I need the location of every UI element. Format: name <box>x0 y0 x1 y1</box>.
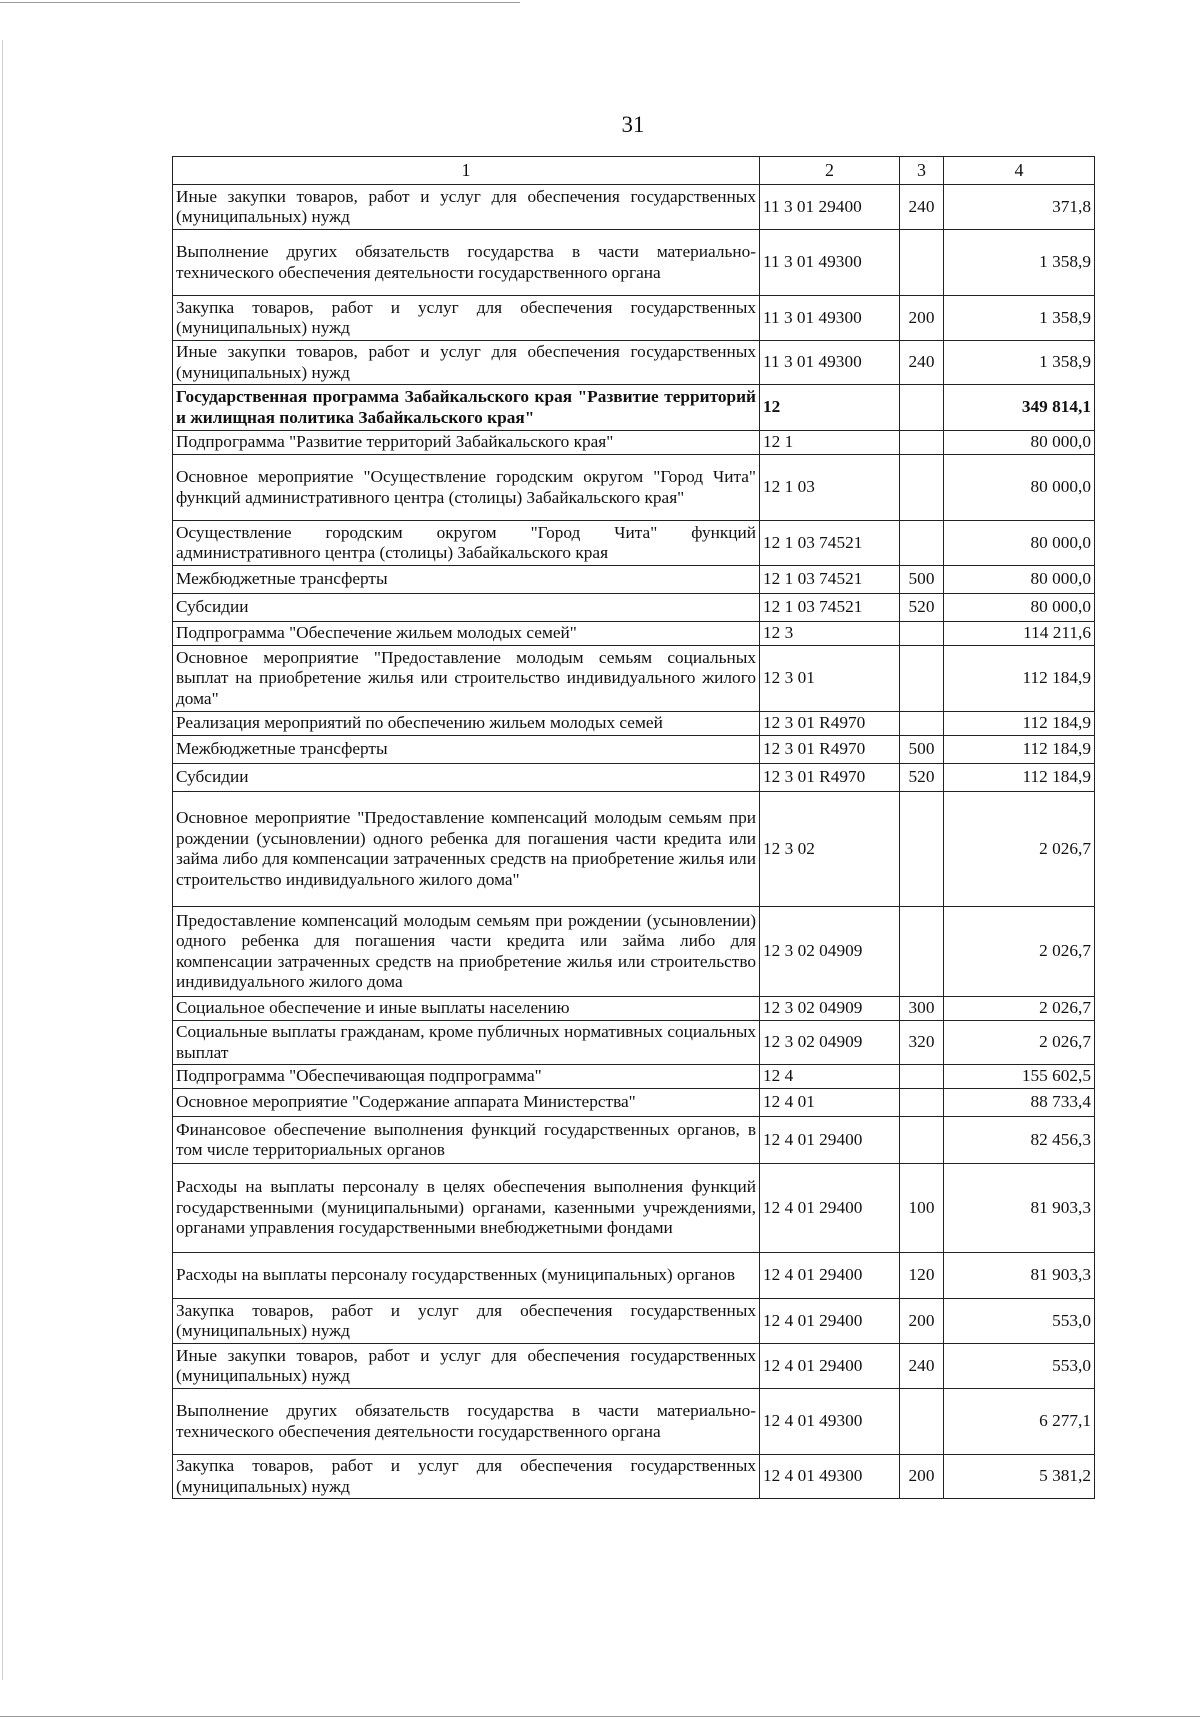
row-type-cell: 200 <box>900 296 944 341</box>
page-number: 31 <box>621 112 645 137</box>
row-name-cell: Иные закупки товаров, работ и услуг для обеспечения государственных (муниципальных) нужд <box>173 1344 760 1389</box>
row-type-cell <box>900 622 944 646</box>
row-code-cell: 11 3 01 29400 <box>760 185 900 230</box>
row-name-cell: Основное мероприятие "Предоставление компенсаций молодым семьям при рождении (усыновлении) одного ребенка для погашения части кредита или займа либо для компенсации затраченных средств на приобретение жилья или строительство индивидуального жилого дома" <box>173 792 760 907</box>
row-type-cell <box>900 792 944 907</box>
row-amount-cell: 80 000,0 <box>944 455 1095 521</box>
table-row <box>173 907 1095 997</box>
row-name-cell: Предоставление компенсаций молодым семьям при рождении (усыновлении) одного ребенка для погашения части кредита или займа либо для компенсации затраченных средств на приобретение жилья или строительство индивидуального жилого дома <box>173 907 760 997</box>
table-row <box>173 341 1095 385</box>
row-name-cell: Межбюджетные трансферты <box>173 736 760 764</box>
table-row <box>173 1389 1095 1455</box>
table-row <box>173 1299 1095 1344</box>
row-type-cell: 240 <box>900 341 944 385</box>
row-name-cell: Расходы на выплаты персоналу в целях обеспечения выполнения функций государственными (муниципальными) органами, казенными учреждениями, органами управления государственными внебюджетными фондами <box>173 1164 760 1253</box>
table-header-row <box>173 157 1095 185</box>
row-amount-cell: 82 456,3 <box>944 1117 1095 1164</box>
row-name-cell: Реализация мероприятий по обеспечению жильем молодых семей <box>173 712 760 736</box>
row-code-cell: 12 4 01 29400 <box>760 1164 900 1253</box>
row-type-cell <box>900 1065 944 1089</box>
row-name-cell: Субсидии <box>173 594 760 622</box>
row-amount-cell: 2 026,7 <box>944 1021 1095 1065</box>
row-code-cell: 11 3 01 49300 <box>760 230 900 296</box>
table-row <box>173 736 1095 764</box>
row-code-cell: 12 3 01 R4970 <box>760 712 900 736</box>
scan-edge-left <box>2 40 3 1680</box>
row-name-cell: Выполнение других обязательств государства в части материально-технического обеспечения деятельности государственного органа <box>173 230 760 296</box>
table-row <box>173 566 1095 594</box>
table-row <box>173 431 1095 455</box>
row-type-cell <box>900 521 944 566</box>
table-row <box>173 1117 1095 1164</box>
table-row <box>173 1089 1095 1117</box>
row-name-cell: Подпрограмма "Обеспечивающая подпрограмма" <box>173 1065 760 1089</box>
table-row <box>173 712 1095 736</box>
row-amount-cell: 6 277,1 <box>944 1389 1095 1455</box>
row-name-cell: Социальные выплаты гражданам, кроме публичных нормативных социальных выплат <box>173 1021 760 1065</box>
row-name-cell: Основное мероприятие "Предоставление молодым семьям социальных выплат на приобретение жилья или строительство индивидуального жилого дома" <box>173 646 760 712</box>
row-type-cell <box>900 230 944 296</box>
row-amount-cell: 88 733,4 <box>944 1089 1095 1117</box>
row-code-cell: 12 4 01 49300 <box>760 1389 900 1455</box>
row-type-cell: 520 <box>900 764 944 792</box>
row-amount-cell: 112 184,9 <box>944 646 1095 712</box>
row-name-cell: Иные закупки товаров, работ и услуг для обеспечения государственных (муниципальных) нужд <box>173 185 760 230</box>
table-row <box>173 296 1095 341</box>
row-amount-cell: 112 184,9 <box>944 712 1095 736</box>
table-row <box>173 1344 1095 1389</box>
row-amount-cell: 80 000,0 <box>944 566 1095 594</box>
row-name-cell: Иные закупки товаров, работ и услуг для обеспечения государственных (муниципальных) нужд <box>173 341 760 385</box>
row-code-cell: 12 1 <box>760 431 900 455</box>
row-name-cell: Выполнение других обязательств государства в части материально-технического обеспечения деятельности государственного органа <box>173 1389 760 1455</box>
row-name-cell: Закупка товаров, работ и услуг для обеспечения государственных (муниципальных) нужд <box>173 296 760 341</box>
row-type-cell <box>900 431 944 455</box>
row-amount-cell: 112 184,9 <box>944 736 1095 764</box>
row-type-cell: 300 <box>900 997 944 1021</box>
header-col-1: 1 <box>173 157 760 185</box>
table-row <box>173 1253 1095 1299</box>
table-row <box>173 622 1095 646</box>
row-name-cell: Осуществление городским округом "Город Чита" функций административного центра (столицы) Забайкальского края <box>173 521 760 566</box>
table-row <box>173 1164 1095 1253</box>
row-code-cell: 12 4 01 49300 <box>760 1455 900 1499</box>
row-amount-cell: 155 602,5 <box>944 1065 1095 1089</box>
table-row <box>173 764 1095 792</box>
row-amount-cell: 371,8 <box>944 185 1095 230</box>
row-name-cell: Социальное обеспечение и иные выплаты населению <box>173 997 760 1021</box>
row-name-cell: Основное мероприятие "Содержание аппарата Министерства" <box>173 1089 760 1117</box>
table-row <box>173 230 1095 296</box>
table-row <box>173 1021 1095 1065</box>
row-code-cell: 12 3 <box>760 622 900 646</box>
row-code-cell: 12 3 02 04909 <box>760 907 900 997</box>
row-code-cell: 11 3 01 49300 <box>760 296 900 341</box>
table-row <box>173 455 1095 521</box>
row-type-cell <box>900 1089 944 1117</box>
row-code-cell: 12 3 02 04909 <box>760 997 900 1021</box>
row-type-cell: 120 <box>900 1253 944 1299</box>
row-code-cell: 12 <box>760 385 900 431</box>
row-amount-cell: 5 381,2 <box>944 1455 1095 1499</box>
row-amount-cell: 553,0 <box>944 1344 1095 1389</box>
row-code-cell: 12 1 03 74521 <box>760 521 900 566</box>
row-code-cell: 12 3 01 <box>760 646 900 712</box>
row-name-cell: Подпрограмма "Обеспечение жильем молодых семей" <box>173 622 760 646</box>
row-code-cell: 12 1 03 74521 <box>760 566 900 594</box>
header-col-3: 3 <box>900 157 944 185</box>
row-code-cell: 11 3 01 49300 <box>760 341 900 385</box>
table-row <box>173 385 1095 431</box>
budget-table <box>172 156 1095 1499</box>
row-type-cell: 240 <box>900 185 944 230</box>
row-amount-cell: 81 903,3 <box>944 1164 1095 1253</box>
row-code-cell: 12 3 02 <box>760 792 900 907</box>
table-body <box>173 185 1095 1499</box>
row-type-cell <box>900 455 944 521</box>
row-amount-cell: 1 358,9 <box>944 341 1095 385</box>
table-row <box>173 792 1095 907</box>
row-type-cell: 200 <box>900 1455 944 1499</box>
row-type-cell: 200 <box>900 1299 944 1344</box>
row-name-cell: Финансовое обеспечение выполнения функций государственных органов, в том числе территориальных органов <box>173 1117 760 1164</box>
table-row <box>173 1455 1095 1499</box>
row-amount-cell: 553,0 <box>944 1299 1095 1344</box>
row-type-cell <box>900 385 944 431</box>
row-code-cell: 12 4 <box>760 1065 900 1089</box>
row-amount-cell: 80 000,0 <box>944 521 1095 566</box>
row-type-cell: 320 <box>900 1021 944 1065</box>
row-code-cell: 12 4 01 29400 <box>760 1344 900 1389</box>
row-name-cell: Расходы на выплаты персоналу государственных (муниципальных) органов <box>173 1253 760 1299</box>
row-type-cell <box>900 646 944 712</box>
row-code-cell: 12 3 02 04909 <box>760 1021 900 1065</box>
row-type-cell <box>900 712 944 736</box>
row-name-cell: Межбюджетные трансферты <box>173 566 760 594</box>
row-code-cell: 12 4 01 29400 <box>760 1117 900 1164</box>
scan-edge-top <box>0 2 520 3</box>
row-code-cell: 12 4 01 29400 <box>760 1253 900 1299</box>
row-name-cell: Государственная программа Забайкальского края "Развитие территорий и жилищная политика Забайкальского края" <box>173 385 760 431</box>
table-row <box>173 594 1095 622</box>
row-type-cell: 500 <box>900 736 944 764</box>
row-amount-cell: 2 026,7 <box>944 997 1095 1021</box>
row-code-cell: 12 3 01 R4970 <box>760 764 900 792</box>
row-amount-cell: 81 903,3 <box>944 1253 1095 1299</box>
table-row <box>173 1065 1095 1089</box>
row-code-cell: 12 1 03 74521 <box>760 594 900 622</box>
row-type-cell: 500 <box>900 566 944 594</box>
row-amount-cell: 80 000,0 <box>944 594 1095 622</box>
row-code-cell: 12 1 03 <box>760 455 900 521</box>
row-type-cell <box>900 1117 944 1164</box>
row-name-cell: Закупка товаров, работ и услуг для обеспечения государственных (муниципальных) нужд <box>173 1299 760 1344</box>
table-row <box>173 997 1095 1021</box>
row-type-cell: 240 <box>900 1344 944 1389</box>
row-name-cell: Подпрограмма "Развитие территорий Забайкальского края" <box>173 431 760 455</box>
table-row <box>173 646 1095 712</box>
header-col-2: 2 <box>760 157 900 185</box>
row-code-cell: 12 3 01 R4970 <box>760 736 900 764</box>
row-amount-cell: 2 026,7 <box>944 792 1095 907</box>
row-code-cell: 12 4 01 29400 <box>760 1299 900 1344</box>
header-col-4: 4 <box>944 157 1095 185</box>
row-name-cell: Закупка товаров, работ и услуг для обеспечения государственных (муниципальных) нужд <box>173 1455 760 1499</box>
row-amount-cell: 349 814,1 <box>944 385 1095 431</box>
row-amount-cell: 80 000,0 <box>944 431 1095 455</box>
scan-edge-bottom <box>0 1716 1200 1717</box>
row-amount-cell: 1 358,9 <box>944 296 1095 341</box>
row-amount-cell: 1 358,9 <box>944 230 1095 296</box>
table-row <box>173 185 1095 230</box>
row-type-cell: 520 <box>900 594 944 622</box>
table-row <box>173 521 1095 566</box>
row-type-cell <box>900 907 944 997</box>
row-amount-cell: 112 184,9 <box>944 764 1095 792</box>
row-name-cell: Субсидии <box>173 764 760 792</box>
row-type-cell: 100 <box>900 1164 944 1253</box>
row-amount-cell: 2 026,7 <box>944 907 1095 997</box>
row-code-cell: 12 4 01 <box>760 1089 900 1117</box>
row-type-cell <box>900 1389 944 1455</box>
row-amount-cell: 114 211,6 <box>944 622 1095 646</box>
row-name-cell: Основное мероприятие "Осуществление городским округом "Город Чита" функций административного центра (столицы) Забайкальского края" <box>173 455 760 521</box>
